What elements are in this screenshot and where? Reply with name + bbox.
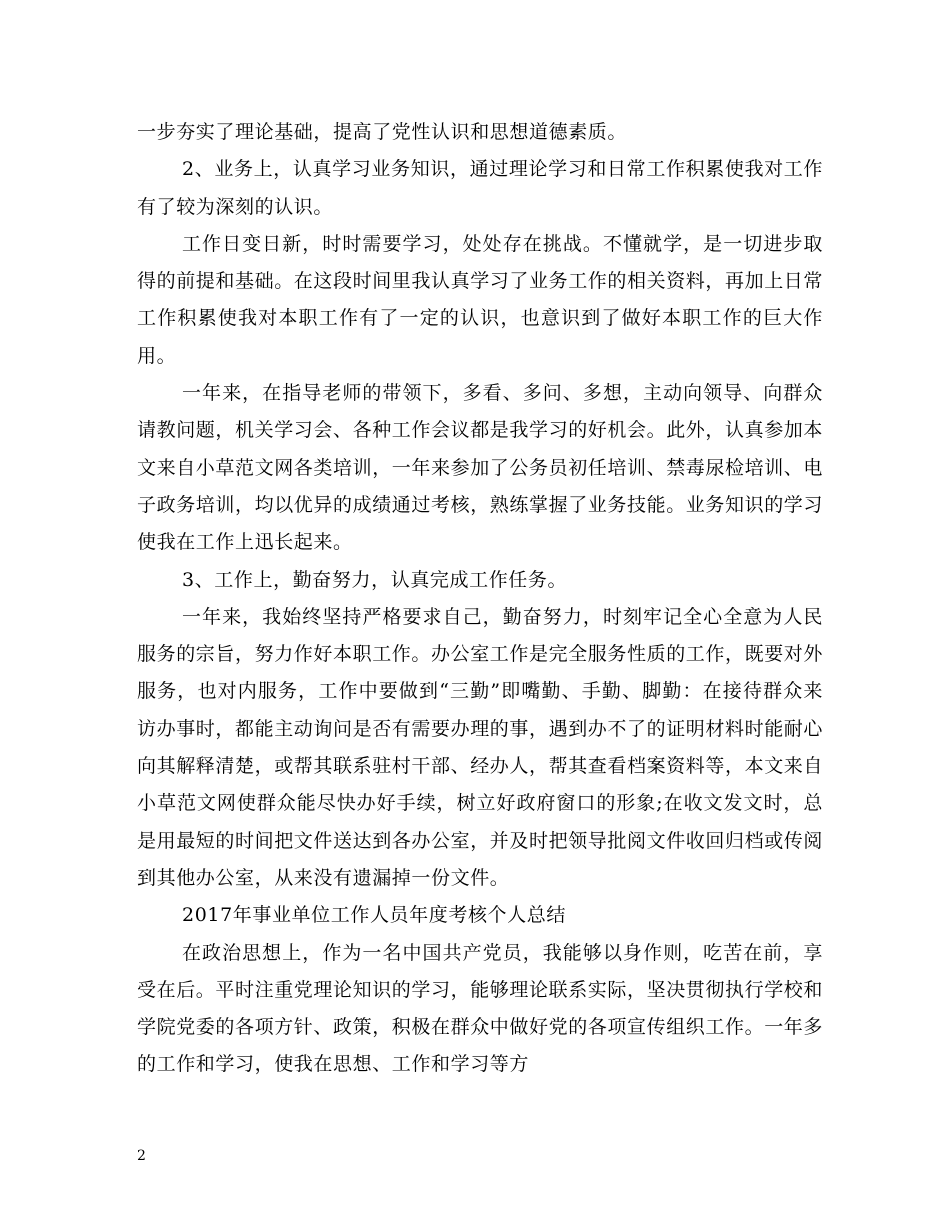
paragraph-office-work: 一年来，我始终坚持严格要求自己，勤奋努力，时刻牢记全心全意为人民服务的宗旨，努力作好本职工作。办公室工作是完全服务性质的工作，既要对外服务，也对内服务，工作中要做到“三勤”即嘴勤、手勤、脚勤：在接待群众来访办事时，都能主动询问是否有需要办理的事，遇到办不了的证明材料时能耐心向其解释清楚，或帮其联系驻村干部、经办人，帮其查看档案资料等，本文来自小草范文网使群众能尽快办好手续，树立好政府窗口的形象;在收文发文时，总是用最短的时间把文件送达到各办公室，并及时把领导批阅文件收回归档或传阅到其他办公室，从来没有遗漏掉一份文件。	[137, 605, 824, 889]
paragraph-business-study: 2、业务上，认真学习业务知识，通过理论学习和日常工作积累使我对工作有了较为深刻的认识。	[137, 158, 823, 218]
paragraph-daily-learning: 工作日变日新，时时需要学习，处处存在挑战。不懂就学，是一切进步取得的前提和基础。在这段时间里我认真学习了业务工作的相关资料，再加上日常工作积累使我对本职工作有了一定的认识，也意识到了做好本职工作的巨大作用。	[137, 232, 824, 367]
document-body	[137, 114, 823, 1084]
section-title: 2017年事业单位工作人员年度考核个人总结	[182, 904, 566, 927]
paragraph-continuation: 一步夯实了理论基础，提高了党性认识和思想道德素质。	[137, 121, 628, 143]
paragraph-training: 一年来，在指导老师的带领下，多看、多问、多想，主动向领导、向群众请教问题，机关学习会、各种工作会议都是我学习的好机会。此外，认真参加本文来自小草范文网各类培训，一年来参加了公务员初任培训、禁毒尿检培训、电子政务培训，均以优异的成绩通过考核，熟练掌握了业务技能。业务知识的学习使我在工作上迅长起来。	[137, 382, 824, 554]
paragraph-political-thought: 在政治思想上，作为一名中国共产党员，我能够以身作则，吃苦在前，享受在后。平时注重党理论知识的学习，能够理论联系实际，坚决贯彻执行学校和学院党委的各项方针、政策，积极在群众中做好党的各项宣传组织工作。一年多的工作和学习，使我在思想、工作和学习等方	[137, 941, 824, 1076]
paragraph-work-heading: 3、工作上，勤奋努力，认真完成工作任务。	[182, 568, 568, 591]
page-number: 2	[137, 1148, 146, 1164]
